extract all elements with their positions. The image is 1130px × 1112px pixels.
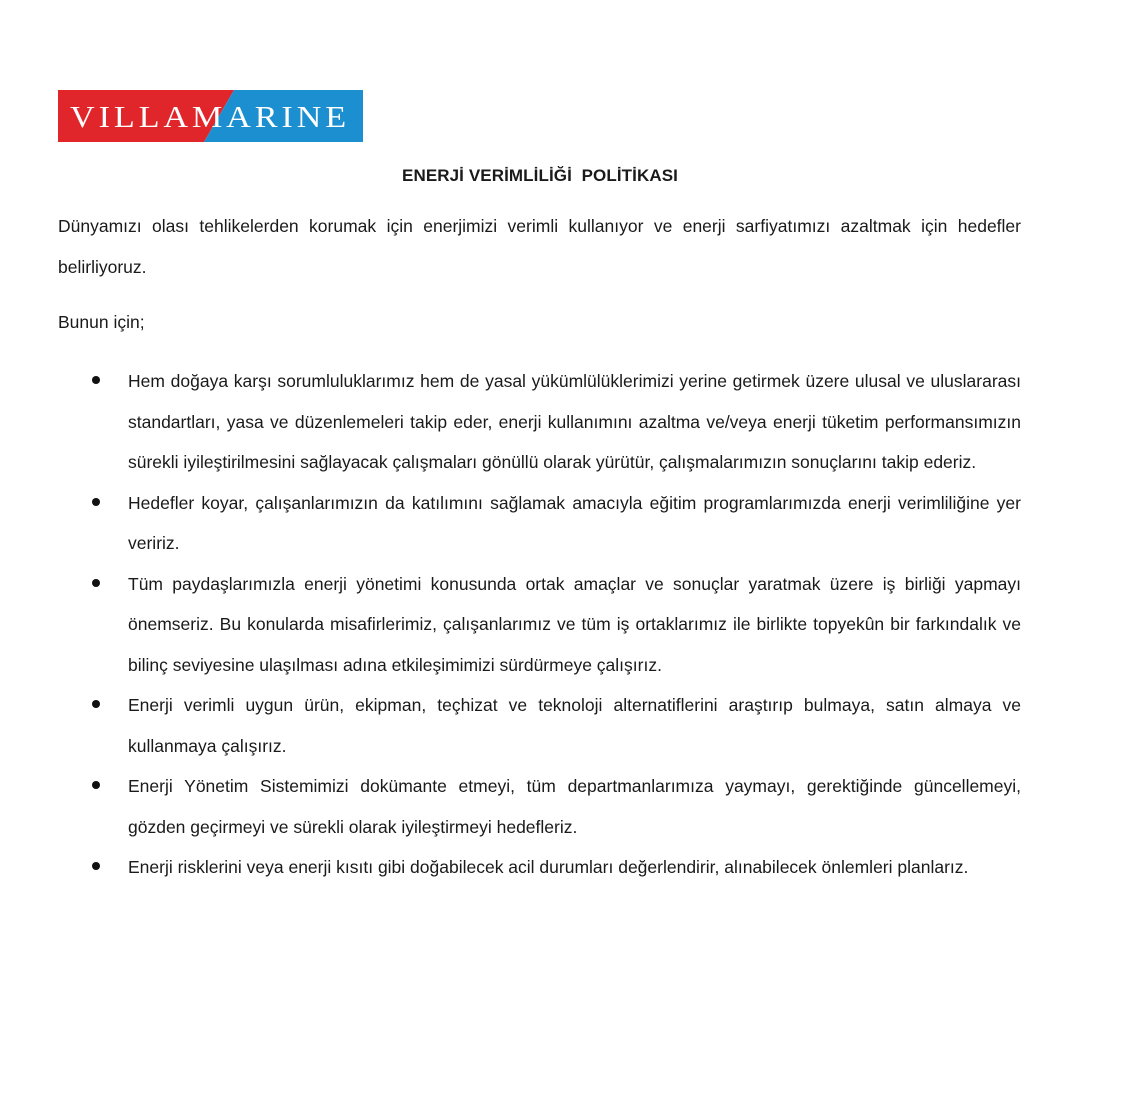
policy-item-text: Tüm paydaşlarımızla enerji yönetimi konusunda ortak amaçlar ve sonuçlar yaratmak üzere iş birliği yapmayı önemseriz. Bu konularda misafirlerimiz, çalışanlarımız ve tüm iş ortaklarımız ile birlikte topyekûn bir farkındalık ve bilinç seviyesine ulaşılması adına etkileşimimizi sürdürmeye çalışırız. (128, 573, 1021, 675)
bullet-icon (92, 579, 100, 587)
policy-item (58, 685, 1021, 766)
policy-item (58, 361, 1021, 483)
policy-list (58, 361, 1021, 888)
policy-item (58, 564, 1021, 686)
policy-item-text: Enerji risklerini veya enerji kısıtı gibi doğabilecek acil durumları değerlendirir, alınabilecek önlemleri planlarız. (128, 857, 969, 877)
bullet-icon (92, 862, 100, 870)
policy-item (58, 847, 1021, 888)
policy-item-text: Enerji verimli uygun ürün, ekipman, teçhizat ve teknoloji alternatiflerini araştırıp bulmaya, satın almaya ve kullanmaya çalışırız. (128, 695, 1021, 756)
intro-paragraph: Dünyamızı olası tehlikelerden korumak için enerjimizi verimli kullanıyor ve enerji sarfiyatımızı azaltmak için hedefler belirliyoruz. (58, 216, 1021, 277)
policy-item (58, 766, 1021, 847)
bullet-icon (92, 498, 100, 506)
villamarine-logo (58, 90, 363, 142)
policy-item (58, 483, 1021, 564)
list-lead-text: Bunun için; (58, 312, 145, 332)
bullet-icon (92, 700, 100, 708)
bullet-icon (92, 781, 100, 789)
logo-brand-text: VILLAMARINE (70, 99, 350, 134)
policy-item-text: Hem doğaya karşı sorumluluklarımız hem de yasal yükümlülüklerimizi yerine getirmek üzere ulusal ve uluslararası standartları, yasa ve düzenlemeleri takip eder, enerji kullanımını azaltma ve/veya enerji tüketim performansımızın sürekli iyileştirilmesini sağlayacak çalışmaları gönüllü olarak yürütür, çalışmalarımızın sonuçlarını takip ederiz. (128, 371, 1021, 472)
bullet-icon (92, 376, 100, 384)
policy-item-text: Hedefler koyar, çalışanlarımızın da katılımını sağlamak amacıyla eğitim programlarımızda enerji verimliliğine yer veririz. (128, 492, 1021, 553)
document-title: ENERJİ VERİMLİLİĞİ POLİTİKASI (402, 166, 678, 185)
policy-item-text: Enerji Yönetim Sistemimizi dokümante etmeyi, tüm departmanlarımıza yaymayı, gerektiğinde güncellemeyi, gözden geçirmeyi ve sürekli olarak iyileştirmeyi hedefleriz. (128, 776, 1021, 837)
